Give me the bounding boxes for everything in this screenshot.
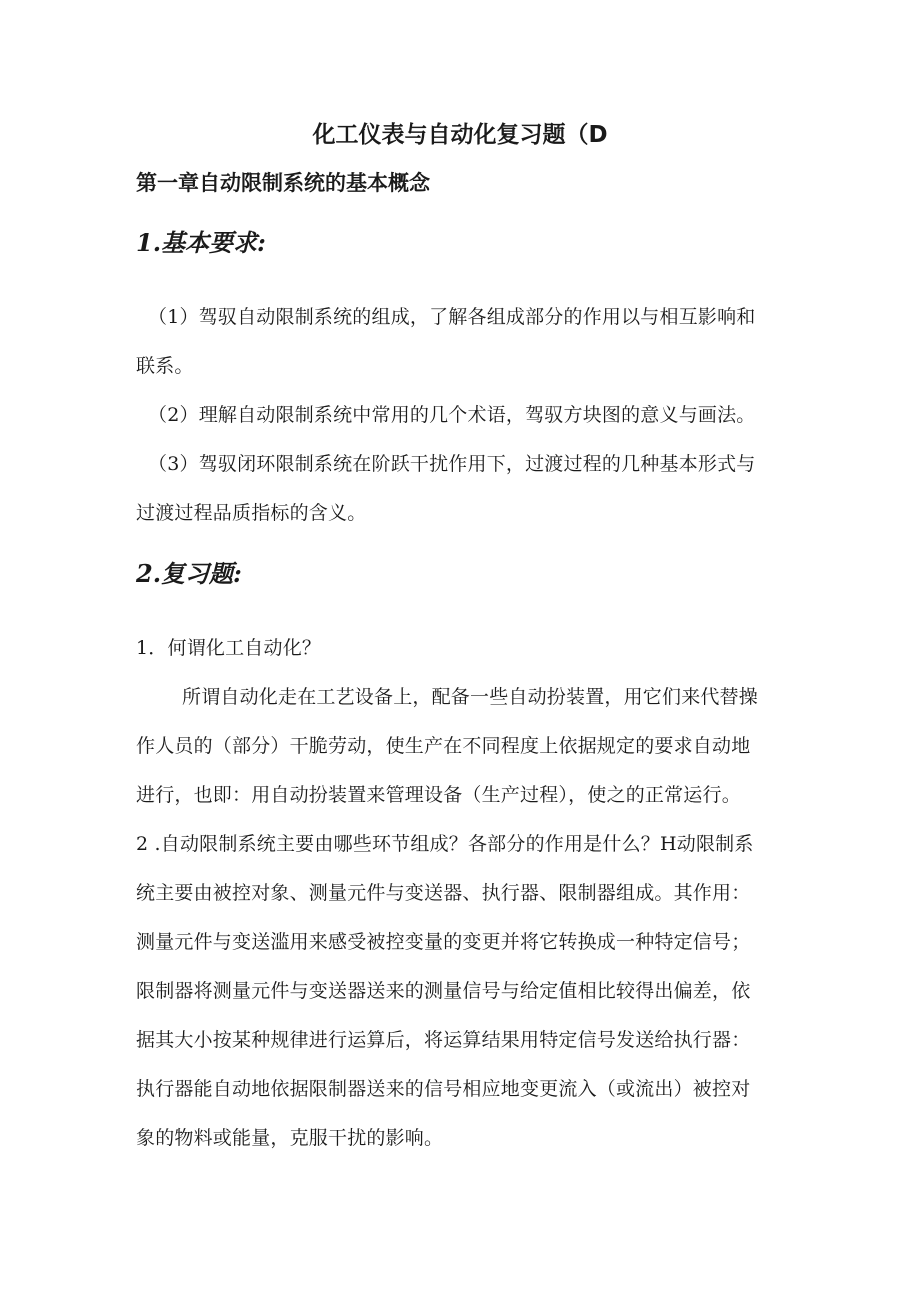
requirement-item-2-line-1: （2）理解自动限制系统中常用的几个术语，驾驭方块图的意义与画法。 bbox=[148, 404, 756, 426]
requirement-item-1-line-2: 联系。 bbox=[136, 355, 194, 377]
answer-1-line-3: 进行，也即：用自动扮装置来管理设备（生产过程），使之的正常运行。 bbox=[136, 784, 741, 806]
question-1-text: 1．何谓化工自动化？ bbox=[136, 637, 322, 659]
question-2-line-6: 执行器能自动地依据限制器送来的信号相应地变更流入（或流出）被控对 bbox=[136, 1078, 751, 1100]
document-title: 化工仪表与自动化复习题（D bbox=[312, 122, 608, 148]
requirement-item-1-line-1: （1）驾驭自动限制系统的组成，了解各组成部分的作用以与相互影响和 bbox=[148, 306, 756, 328]
answer-1-line-1: 所谓自动化走在工艺设备上，配备一些自动扮装置，用它们来代替操 bbox=[182, 686, 759, 708]
question-2-line-4: 限制器将测量元件与变送器送来的测量信号与给定值相比较得出偏差，依 bbox=[136, 980, 751, 1002]
question-2-line-7: 象的物料或能量，克服干扰的影响。 bbox=[136, 1127, 444, 1149]
section-heading-review-questions: 2.复习题: bbox=[136, 559, 242, 588]
answer-1-line-2: 作人员的（部分）干脆劳动，使生产在不同程度上依据规定的要求自动地 bbox=[136, 735, 751, 757]
requirement-item-3-line-1: （3）驾驭闭环限制系统在阶跃干扰作用下，过渡过程的几种基本形式与 bbox=[148, 453, 756, 475]
requirement-item-3-line-2: 过渡过程品质指标的含义。 bbox=[136, 502, 367, 524]
question-2-line-5: 据其大小按某种规律进行运算后，将运算结果用特定信号发送给执行器： bbox=[136, 1029, 751, 1051]
chapter-heading: 第一章自动限制系统的基本概念 bbox=[136, 171, 430, 195]
question-2-line-3: 测量元件与变送滥用来感受被控变量的变更并将它转换成一种特定信号； bbox=[136, 931, 751, 953]
question-2-line-2: 统主要由被控对象、测量元件与变送器、执行器、限制器组成。其作用： bbox=[136, 882, 751, 904]
section-heading-basic-requirements: 1.基本要求: bbox=[136, 228, 266, 257]
question-2-line-1: 2 .自动限制系统主要由哪些环节组成？各部分的作用是什么？H动限制系 bbox=[136, 833, 754, 855]
